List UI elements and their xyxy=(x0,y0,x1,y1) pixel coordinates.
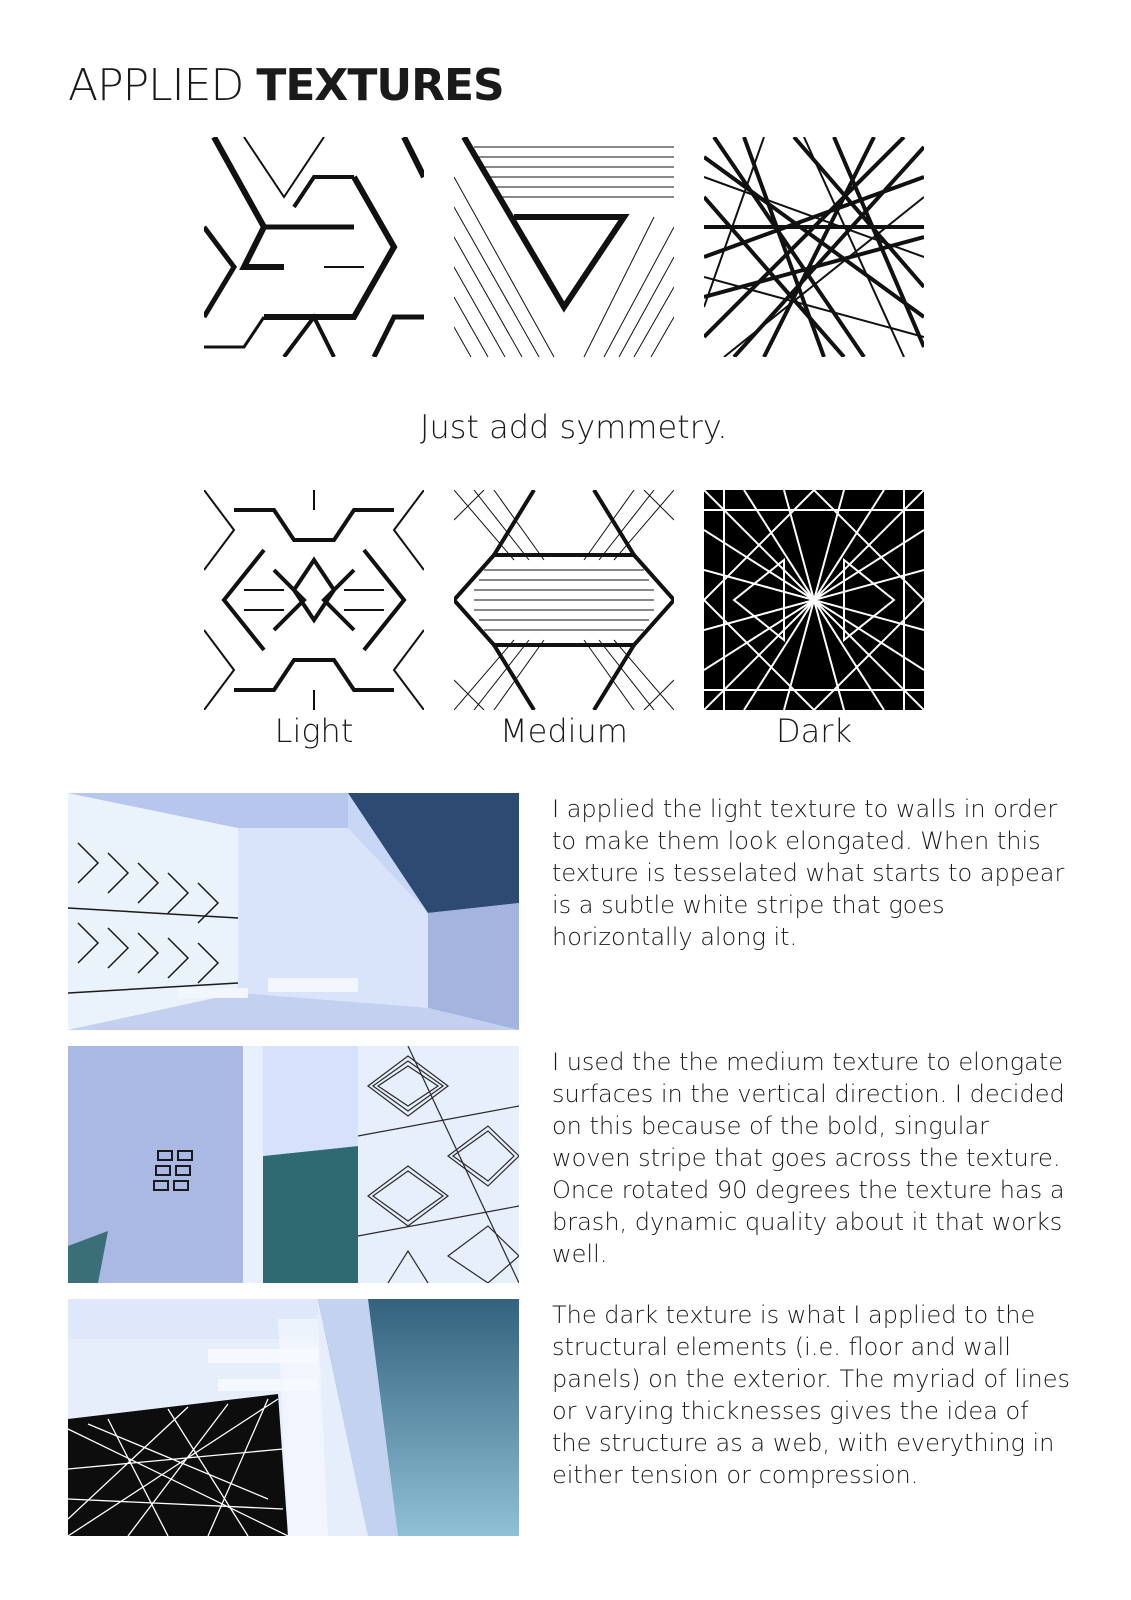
render-dark-exterior xyxy=(68,1299,519,1536)
symmetry-caption: Just add symmetry. xyxy=(420,408,728,446)
paragraph-dark-texture: The dark texture is what I applied to the structural elements (i.e. floor and wall panels) on the exterior. The myriad of lines or varying thicknesses gives the idea of the structure as a web, with everything in either tension or compression. xyxy=(552,1301,1071,1489)
label-light: Light xyxy=(274,712,354,750)
texture-medium-raw xyxy=(454,137,674,357)
paragraph-medium-texture: I used the the medium texture to elongate surfaces in the vertical direction. I decided on this because of the bold, singular woven stripe that goes across the texture. Once rotated 90 degrees the texture has a brash, dynamic quality about it that works well. xyxy=(552,1048,1065,1268)
texture-light-raw xyxy=(204,137,424,357)
page-title xyxy=(68,60,504,111)
render-medium-wall xyxy=(68,1046,519,1283)
texture-dark-raw xyxy=(704,137,924,357)
texture-light-symmetric xyxy=(204,490,424,710)
title-bold: TEXTURES xyxy=(256,60,504,111)
paragraph-light-texture: I applied the light texture to walls in order to make them look elongated. When this texture is tesselated what starts to appear is a subtle white stripe that goes horizontally along it. xyxy=(552,795,1065,951)
texture-dark-symmetric xyxy=(704,490,924,710)
title-light: APPLIED xyxy=(68,60,244,111)
texture-medium-symmetric xyxy=(454,490,674,710)
label-dark: Dark xyxy=(776,712,852,750)
label-medium: Medium xyxy=(500,712,628,750)
render-light-wall xyxy=(68,793,519,1030)
